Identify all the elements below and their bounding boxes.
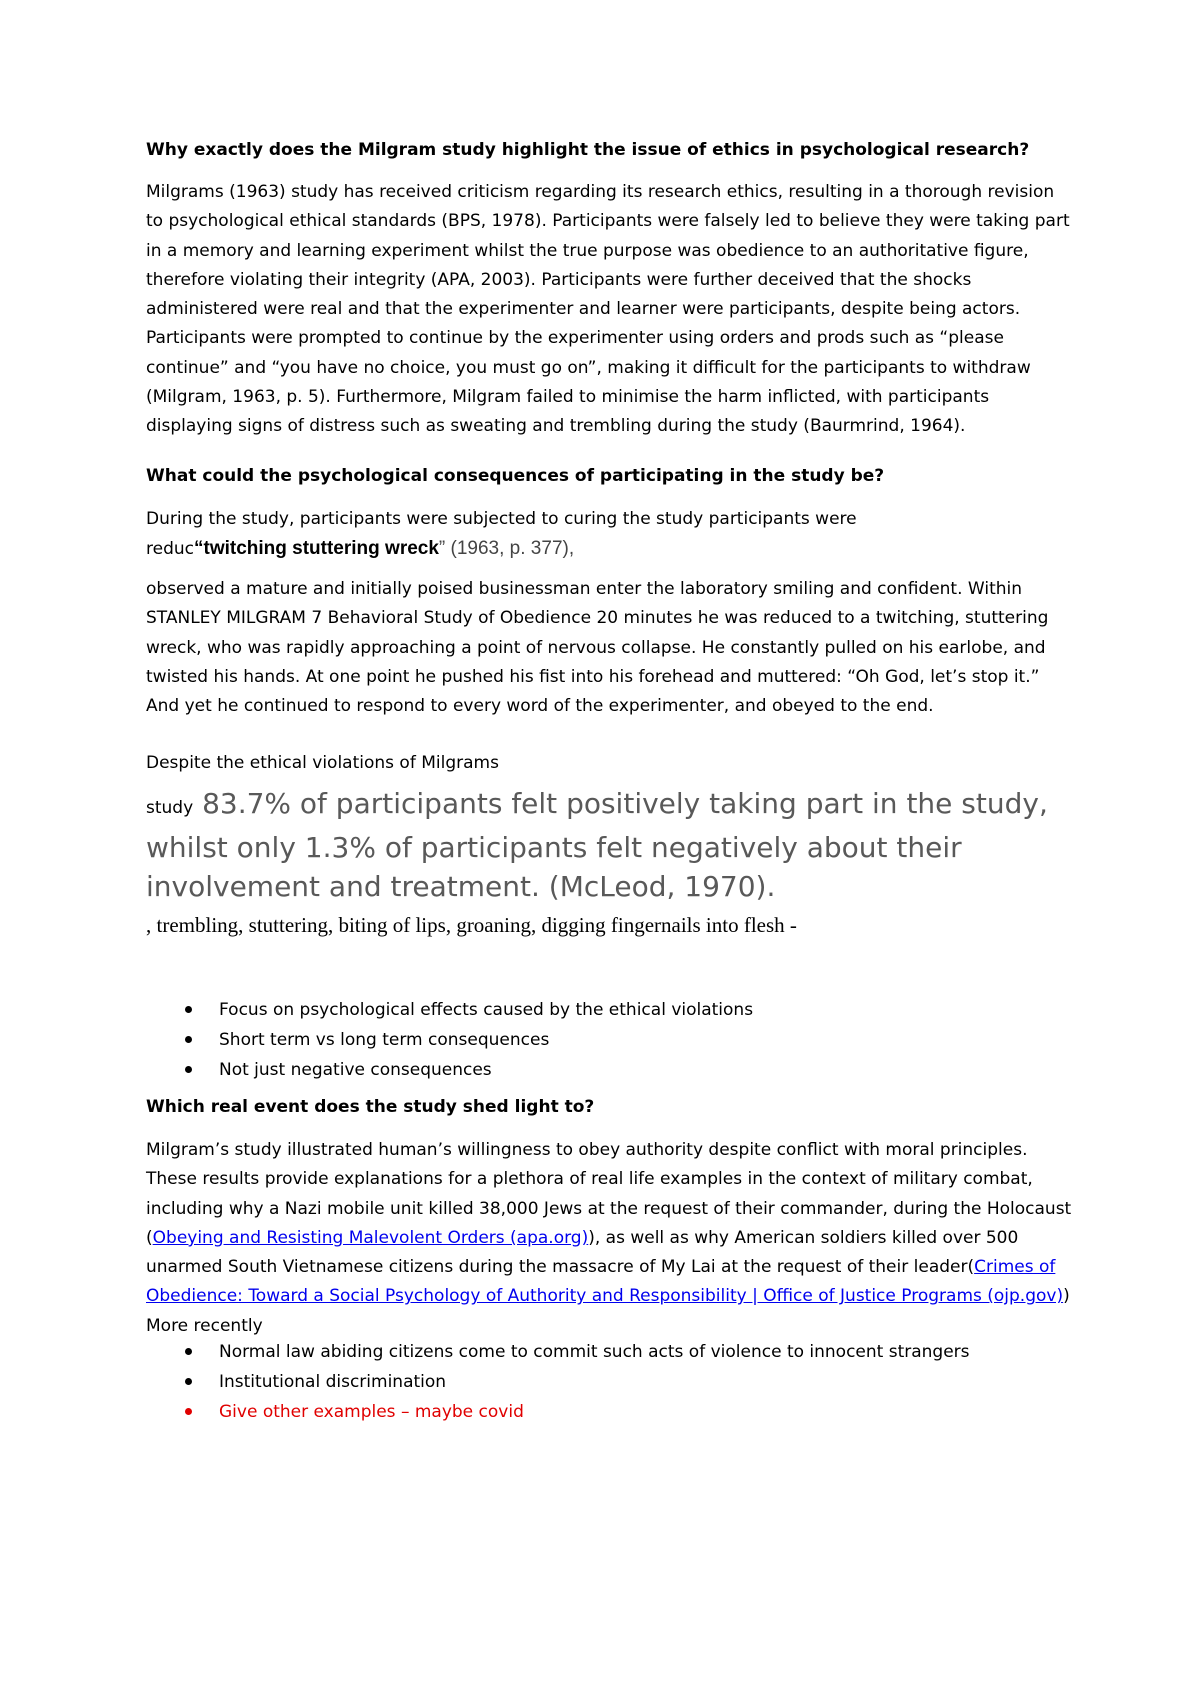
question-3-bullets xyxy=(146,1337,1076,1427)
statistics-text: 83.7% of participants felt positively taking part in the study, whilst only 1.3% of participants felt negatively about their involvement and treatment. (McLeod, 1970). xyxy=(146,787,1048,903)
list-item: Focus on psychological effects caused by the ethical violations xyxy=(146,995,1076,1025)
body-text: ) More recently xyxy=(146,1286,1070,1336)
question-3-body xyxy=(146,1136,1076,1341)
question-2-line2 xyxy=(146,534,1076,564)
despite-line: Despite the ethical violations of Milgrams xyxy=(146,753,499,773)
line2-bold-quote: “twitching stuttering wreck xyxy=(194,538,439,559)
question-2-bullets xyxy=(146,995,1076,1085)
line2-prefix: reduc xyxy=(146,539,194,559)
milgram-quote: observed a mature and initially poised businessman enter the laboratory smiling and confident. Within STANLEY MILGRAM 7 Behavioral Study of Obedience 20 minutes he was reduced to a twitching, stuttering wreck, who was rapidly approaching a point of nervous collapse. He constantly pulled on his earlobe, and twisted his hands. At one point he pushed his fist into his forehead and muttered: “Oh God, let’s stop it.” And yet he continued to respond to every word of the experimenter, and obeyed to the end. xyxy=(146,579,1049,717)
list-item-note: Give other examples – maybe covid xyxy=(146,1397,1076,1427)
study-word: study xyxy=(146,798,194,818)
body-text: ), as well as why American soldiers killed over 500 unarmed South Vietnamese citizens during the massacre of My Lai at the request of their leader( xyxy=(146,1227,1019,1278)
bullet-icon xyxy=(185,1006,192,1013)
bullet-icon xyxy=(185,1066,192,1073)
ojp-link[interactable]: Crimes of Obedience: Toward a Social Psychology of Authority and Responsibility | Office of Justice Programs (ojp.gov) xyxy=(146,1257,1064,1307)
statistics-paragraph xyxy=(146,784,1076,906)
bullet-icon xyxy=(185,1348,192,1355)
question-2-heading: What could the psychological consequences of participating in the study be? xyxy=(146,466,885,486)
symptoms-line: , trembling, stuttering, biting of lips, groaning, digging fingernails into flesh - xyxy=(146,913,797,937)
question-2-line1: During the study, participants were subjected to curing the study participants were xyxy=(146,509,857,529)
bullet-icon xyxy=(185,1408,192,1415)
list-item: Short term vs long term consequences xyxy=(146,1025,1076,1055)
list-item: Institutional discrimination xyxy=(146,1367,1076,1397)
list-item: Not just negative consequences xyxy=(146,1055,1076,1085)
question-1-heading: Why exactly does the Milgram study highlight the issue of ethics in psychological research? xyxy=(146,140,1030,160)
question-3-heading: Which real event does the study shed light to? xyxy=(146,1097,595,1117)
line2-citation: ” (1963, p. 377), xyxy=(438,538,575,559)
body-text: Milgram’s study illustrated human’s willingness to obey authority despite conflict with moral principles. These results provide explanations for a plethora of real life examples in the context of military combat, including why a Nazi mobile unit killed 38,000 Jews at the request of their commander, during the Holocaust ( xyxy=(146,1140,1072,1248)
list-item: Normal law abiding citizens come to commit such acts of violence to innocent strangers xyxy=(146,1337,1076,1367)
bullet-icon xyxy=(185,1378,192,1385)
question-1-body: Milgrams (1963) study has received criticism regarding its research ethics, resulting in a thorough revision to psychological ethical standards (BPS, 1978). Participants were falsely led to believe they were taking part in a memory and learning experiment whilst the true purpose was obedience to an authoritative figure, therefore violating their integrity (APA, 2003). Participants were further deceived that the shocks administered were real and that the experimenter and learner were participants, despite being actors. Participants were prompted to continue by the experimenter using orders and prods such as “please continue” and “you have no choice, you must go on”, making it difficult for the participants to withdraw (Milgram, 1963, p. 5). Furthermore, Milgram failed to minimise the harm inflicted, with participants displaying signs of distress such as sweating and trembling during the study (Baurmrind, 1964). xyxy=(146,182,1070,437)
bullet-icon xyxy=(185,1036,192,1043)
apa-link[interactable]: Obeying and Resisting Malevolent Orders (apa.org) xyxy=(152,1227,589,1248)
